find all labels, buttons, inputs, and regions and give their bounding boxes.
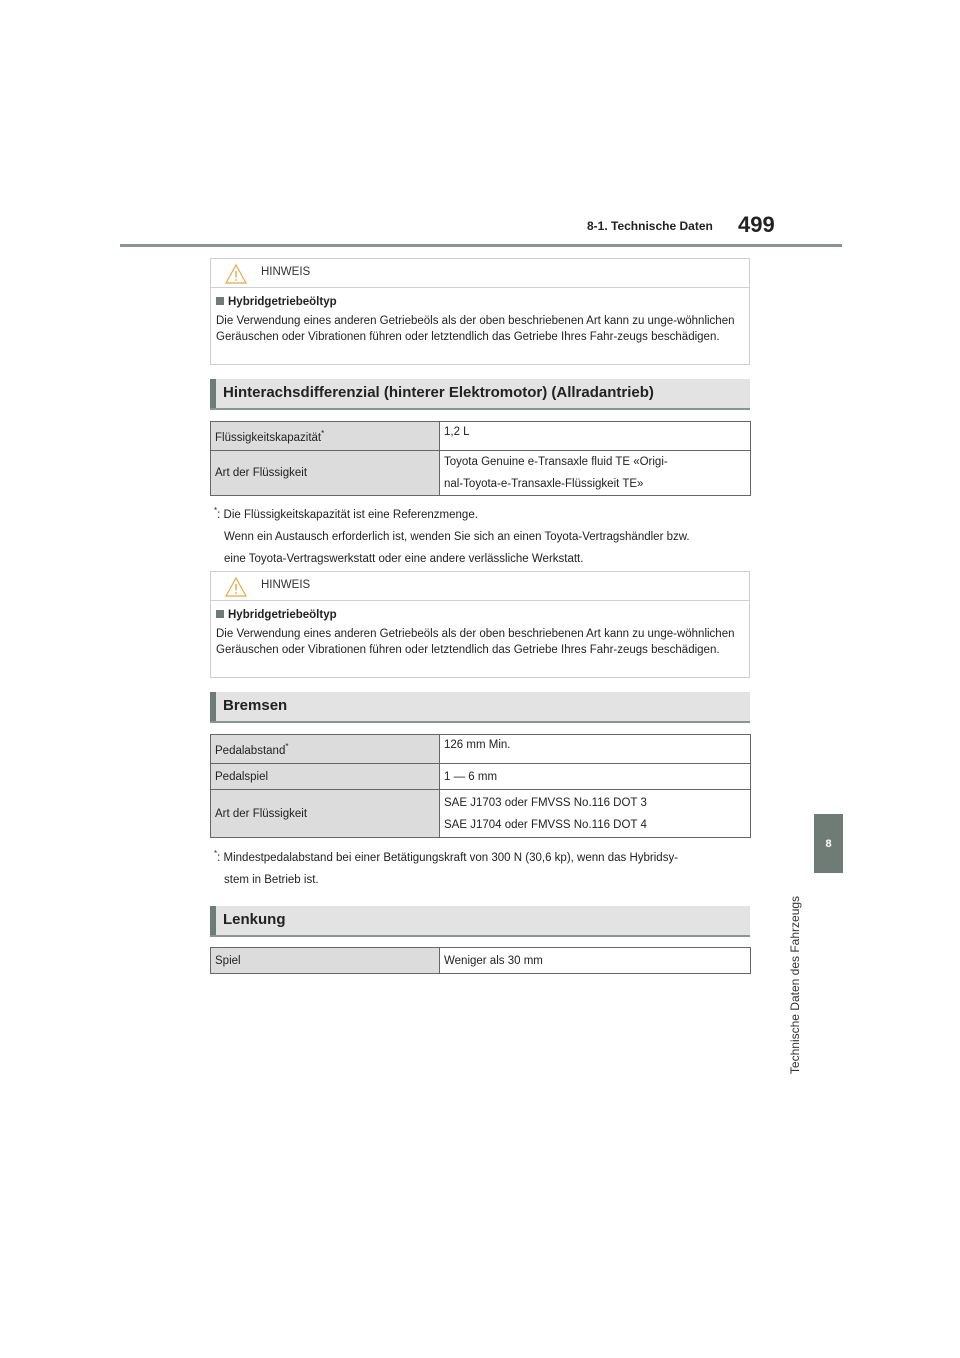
heading-text: Lenkung	[223, 911, 286, 928]
heading-text: Bremsen	[223, 697, 288, 714]
bullet-square-icon	[216, 610, 224, 618]
spec-value: Toyota Genuine e-Transaxle fluid TE «Origi- nal-Toyota-e-Transaxle-Flüssigkeit TE»	[440, 451, 751, 496]
notice-body	[211, 288, 749, 353]
section-heading-steering	[210, 906, 750, 937]
chapter-number: 8	[825, 837, 832, 850]
notice-text: Die Verwendung eines anderen Getriebeöls als der oben beschriebenen Art kann zu unge-wöhnlichen Geräuschen oder Vibrationen führen oder letztendlich das Getriebe Ihres Fahr-zeugs beschädigen.	[216, 315, 735, 343]
table-row	[211, 451, 751, 496]
notice-label: HINWEIS	[261, 266, 311, 278]
table-row	[211, 948, 751, 974]
spec-value: 1 — 6 mm	[440, 764, 751, 790]
warning-icon	[225, 577, 247, 597]
page-number: 499	[738, 212, 775, 237]
notice-body	[211, 601, 749, 666]
spec-key: Art der Flüssigkeit	[211, 790, 440, 838]
notice-subtitle-text: Hybridgetriebeöltyp	[228, 296, 337, 308]
notice-header	[211, 572, 749, 601]
chapter-tab[interactable]	[814, 814, 843, 873]
section-heading-brakes	[210, 692, 750, 723]
table-row	[211, 422, 751, 451]
notice-box	[210, 258, 750, 365]
spec-key: Spiel	[211, 948, 440, 974]
footnote-differential: *: Die Flüssigkeitskapazität ist eine Referenzmenge. Wenn ein Austausch erforderlich ist, wenden Sie sich an einen Toyota-Vertragshändler bzw. eine Toyota-Vertragswerkstatt oder eine andere verlässliche Werkstatt.	[214, 506, 690, 565]
table-row	[211, 764, 751, 790]
table-row	[211, 790, 751, 838]
spec-table-differential	[210, 421, 751, 496]
notice-text: Die Verwendung eines anderen Getriebeöls als der oben beschriebenen Art kann zu unge-wöhnlichen Geräuschen oder Vibrationen führen oder letztendlich das Getriebe Ihres Fahr-zeugs beschädigen.	[216, 628, 735, 656]
notice-subtitle-text: Hybridgetriebeöltyp	[228, 609, 337, 621]
spec-table-brakes	[210, 734, 751, 838]
notice-box	[210, 571, 750, 678]
spec-key: Pedalspiel	[211, 764, 440, 790]
section-heading-differential	[210, 379, 750, 410]
heading-accent-bar	[210, 906, 216, 935]
warning-icon	[225, 264, 247, 284]
notice-header	[211, 259, 749, 288]
header-rule	[120, 244, 842, 247]
bullet-square-icon	[216, 297, 224, 305]
heading-text: Hinterachsdifferenzial (hinterer Elektromotor) (Allradantrieb)	[223, 384, 654, 401]
heading-accent-bar	[210, 692, 216, 721]
section-label: 8-1. Technische Daten	[587, 219, 713, 233]
table-row	[211, 735, 751, 764]
notice-subtitle	[216, 294, 743, 310]
spec-value: SAE J1703 oder FMVSS No.116 DOT 3 SAE J1704 oder FMVSS No.116 DOT 4	[440, 790, 751, 838]
chapter-title-text: Technische Daten des Fahrzeugs	[788, 895, 802, 1075]
notice-label: HINWEIS	[261, 579, 311, 591]
spec-table-steering	[210, 947, 751, 974]
notice-subtitle	[216, 607, 743, 623]
heading-accent-bar	[210, 379, 216, 408]
spec-key: Flüssigkeitskapazität*	[211, 422, 440, 451]
spec-value: 1,2 L	[440, 422, 751, 451]
spec-value: Weniger als 30 mm	[440, 948, 751, 974]
chapter-title	[788, 880, 800, 1090]
footnote-brakes: *: Mindestpedalabstand bei einer Betätigungskraft von 300 N (30,6 kp), wenn das Hybridsy- stem in Betrieb ist.	[214, 849, 679, 886]
spec-value: 126 mm Min.	[440, 735, 751, 764]
spec-key: Pedalabstand*	[211, 735, 440, 764]
spec-key: Art der Flüssigkeit	[211, 451, 440, 496]
